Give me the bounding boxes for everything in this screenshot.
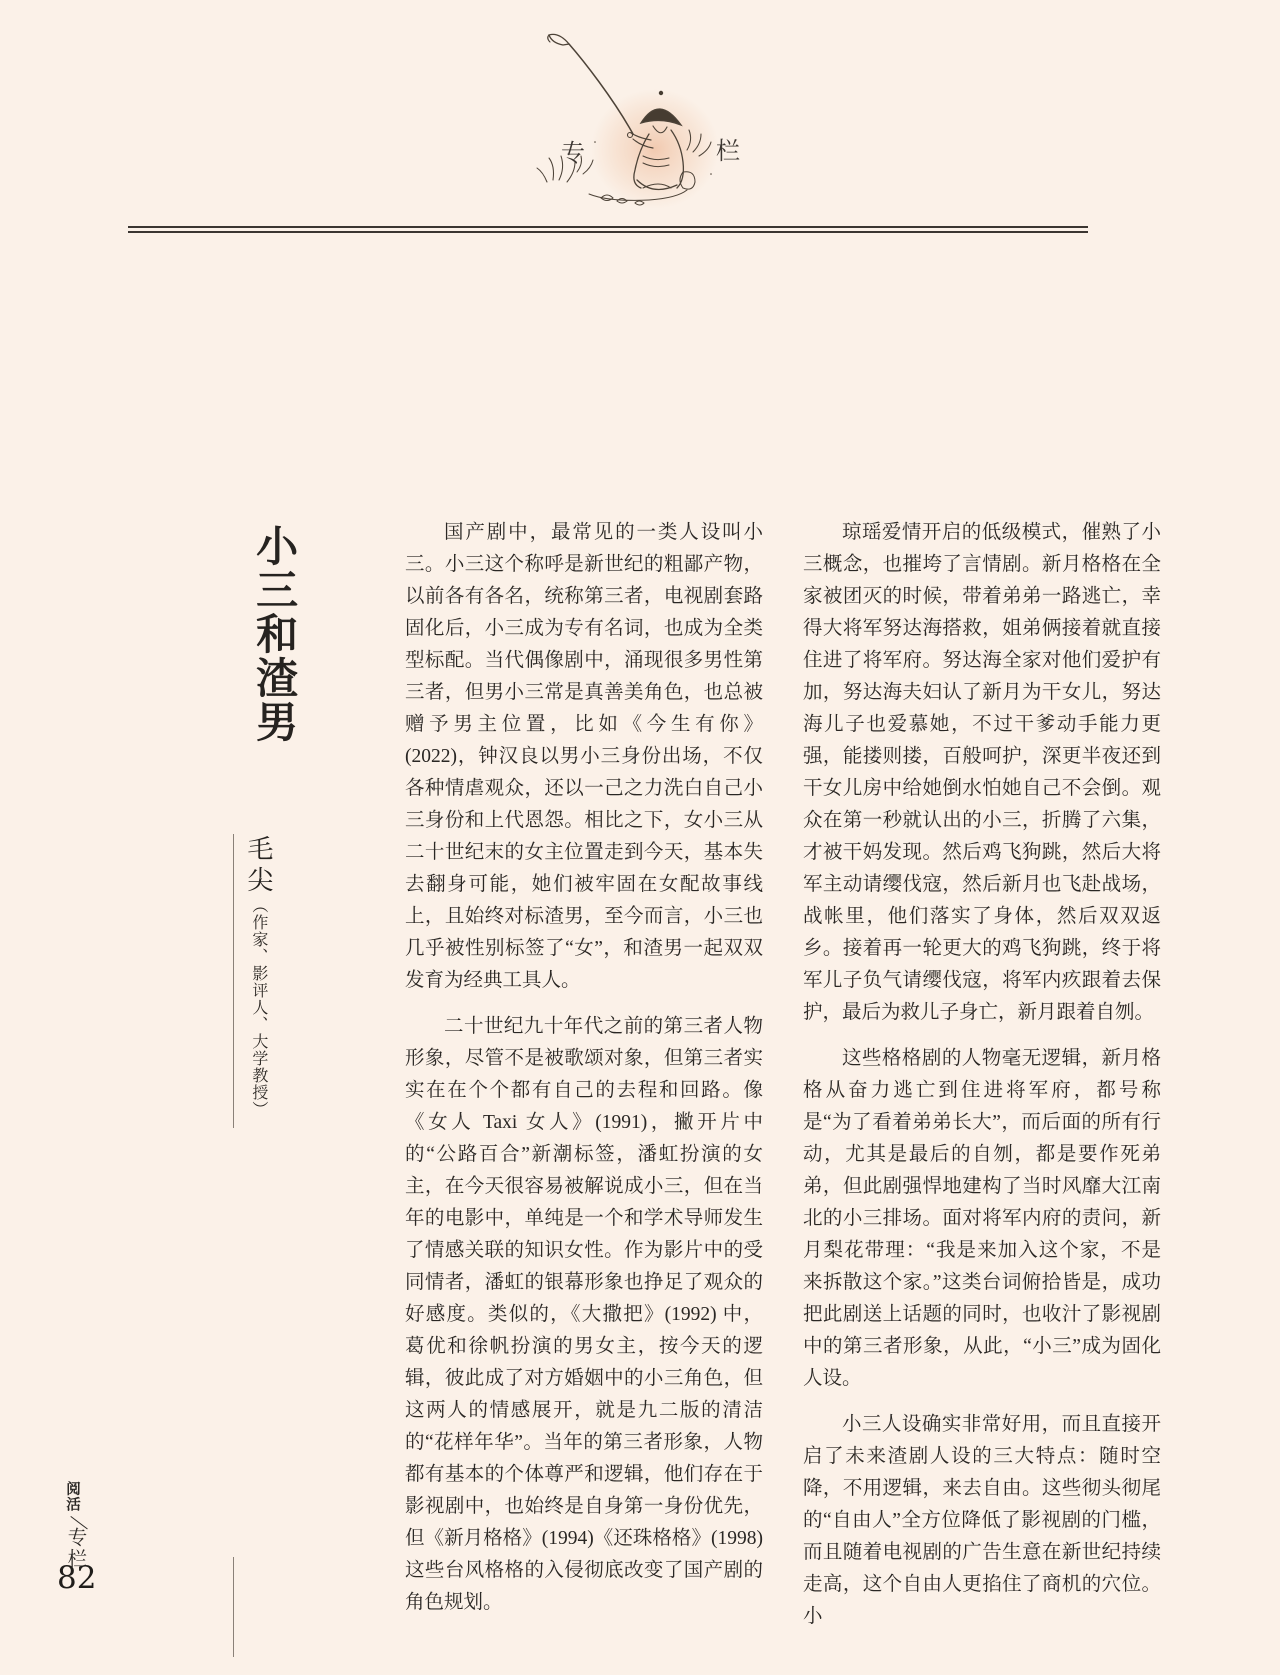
- paragraph: 琼瑶爱情开启的低级模式，催熟了小三概念，也摧垮了言情剧。新月格格在全家被团灭的时候，带着弟弟一路逃亡，幸得大将军努达海搭救，姐弟俩接着就直接住进了将军府。努达海全家对他们爱护有加，努达海夫妇认了新月为干女儿，努达海儿子也爱慕她，不过干爹动手能力更强，能搂则搂，百般呵护，深更半夜还到干女儿房中给她倒水怕她自己不会倒。观众在第一秒就认出的小三，折腾了六集，才被干妈发现。然后鸡飞狗跳，然后大将军主动请缨伐寇，然后新月也飞赴战场，战帐里，他们落实了身体，然后双双返乡。接着再一轮更大的鸡飞狗跳，终于将军儿子负气请缨伐寇，将军内疚跟着去保护，最后为救儿子身亡，新月跟着自刎。: [803, 522, 1161, 1023]
- paragraph: 这些格格剧的人物毫无逻辑，新月格格从奋力逃亡到住进将军府，都号称是“为了看着弟弟长大”，而后面的所有行动，尤其是最后的自刎，都是要作死弟弟，但此剧强悍地建构了当时风靡大江南北的小三排场。面对将军内府的责问，新月梨花带理：“我是来加入这个家，不是来拆散这个家。”这类台词俯拾皆是，成功把此剧送上话题的同时，也收汁了影视剧中的第三者形象，从此，“小三”成为固化人设。: [803, 1048, 1161, 1389]
- header-divider: [128, 226, 1088, 233]
- fisherman-illustration: [525, 22, 740, 217]
- column-label-right: 栏: [716, 139, 740, 165]
- page-number: 82: [57, 1560, 97, 1596]
- text-column-2: [803, 517, 1161, 1633]
- section-name: 专栏: [64, 1527, 86, 1570]
- paragraph: 小三人设确实非常好用，而且直接开启了未来渣剧人设的三大特点：随时空降，不用逻辑，来去自由。这些彻头彻尾的“自由人”全方位降低了影视剧的门槛，而且随着电视剧的广告生意在新世纪持续走高，这个自由人更掐住了商机的穴位。小: [803, 1414, 1161, 1627]
- author-note: （作家、影评人、大学教授）: [249, 897, 267, 1118]
- peach-wash: [591, 89, 719, 209]
- author-name: 毛尖: [243, 835, 273, 897]
- article-title: 小三和渣男: [250, 524, 297, 744]
- column-label-left: 专: [561, 141, 585, 167]
- magazine-name: 阅活: [63, 1481, 80, 1512]
- author-rule: [233, 834, 234, 1128]
- paragraph: 国产剧中，最常见的一类人设叫小三。小三这个称呼是新世纪的粗鄙产物，以前各有各名，统称第三者，电视剧套路固化后，小三成为专有名词，也成为全类型标配。当代偶像剧中，涌现很多男性第三者，但男小三常是真善美角色，也总被赠予男主位置，比如《今生有你》(2022)，钟汉良以男小三身份出场，不仅各种情虐观众，还以一己之力洗白自己小三身份和上代恩怨。相比之下，女小三从二十世纪末的女主位置走到今天，基本失去翻身可能，她们被牢固在女配故事线上，且始终对标渣男，至今而言，小三也几乎被性别标签了“女”，和渣男一起双双发育为经典工具人。: [405, 522, 763, 991]
- paragraph: 二十世纪九十年代之前的第三者人物形象，尽管不是被歌颂对象，但第三者实实在在个个都有自己的去程和回路。像《女人 Taxi 女人》(1991)，撇开片中的“公路百合”新潮标签，潘虹扮演的女主，在今天很容易被解说成小三，但在当年的电影中，单纯是一个和学术导师发生了情感关联的知识女性。作为影片中的受同情者，潘虹的银幕形象也挣足了观众的好感度。类似的，《大撒把》(1992) 中，葛优和徐帆扮演的男女主，按今天的逻辑，彼此成了对方婚姻中的小三角色，但这两人的情感展开，就是九二版的清洁的“花样年华”。当年的第三者形象，人物都有基本的个体尊严和逻辑，他们存在于影视剧中，也始终是自身第一身份优先，但《新月格格》(1994)《还珠格格》(1998) 这些台风格格的入侵彻底改变了国产剧的角色规划。: [405, 1016, 763, 1613]
- text-column-1: [405, 517, 763, 1619]
- footer-rule: [233, 1557, 234, 1657]
- article-author: [243, 835, 273, 1118]
